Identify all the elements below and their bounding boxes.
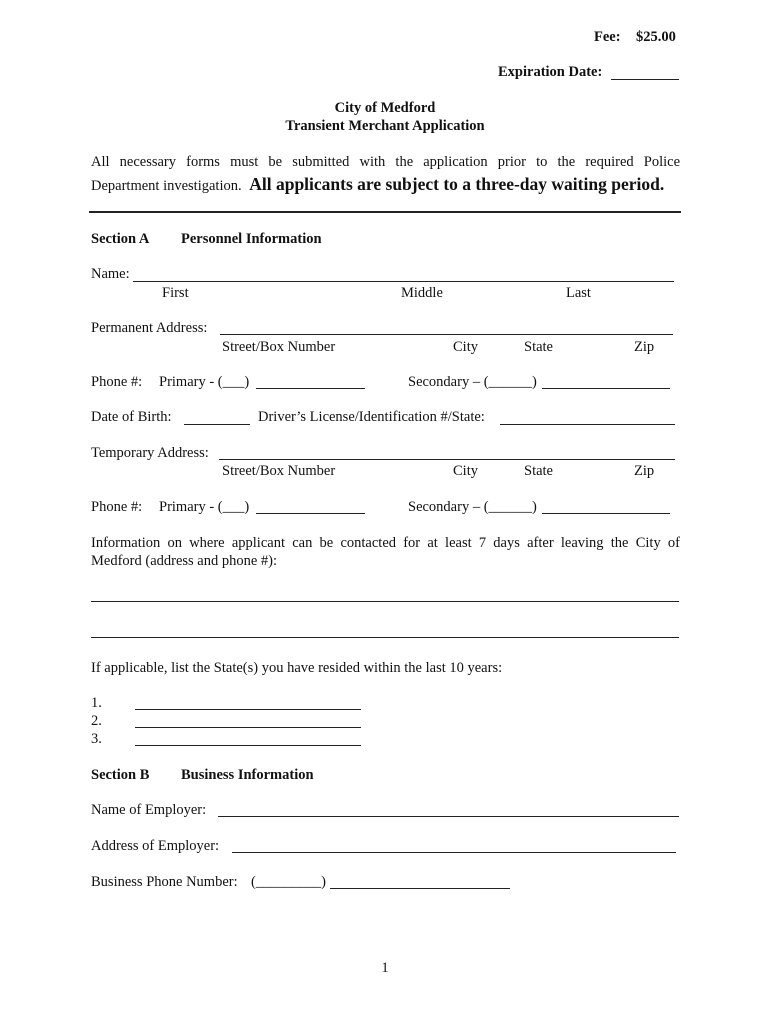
form-title: Transient Merchant Application (285, 118, 485, 134)
secondary-phone-field[interactable] (542, 388, 670, 389)
permanent-street-caption: Street/Box Number (222, 339, 336, 355)
intro-normal-text: Department investigation. (91, 178, 242, 194)
contact-info-field-1[interactable] (91, 601, 679, 602)
primary-phone-field[interactable] (256, 388, 365, 389)
fee-value: $25.00 (636, 29, 676, 45)
employer-name-label: Name of Employer: (91, 802, 207, 818)
temporary-state-caption: State (524, 463, 553, 479)
employer-address-field[interactable] (232, 852, 676, 853)
temporary-secondary-phone-field[interactable] (542, 513, 670, 514)
contact-info-line-1: Information on where applicant can be contacted for at least 7 days after leaving the City of (91, 535, 680, 551)
license-field[interactable] (500, 424, 675, 425)
expiration-date-field[interactable] (611, 79, 679, 80)
name-first-caption: First (162, 285, 189, 301)
states-prompt: If applicable, list the State(s) you have resided within the last 10 years: (91, 660, 503, 676)
temporary-city-caption: City (453, 463, 478, 479)
secondary-phone-label: Secondary – (______) (408, 374, 537, 390)
permanent-city-caption: City (453, 339, 478, 355)
temporary-primary-phone-field[interactable] (256, 513, 365, 514)
name-label: Name: (91, 266, 130, 282)
permanent-address-label: Permanent Address: (91, 320, 208, 336)
temporary-address-label: Temporary Address: (91, 445, 209, 461)
dob-field[interactable] (184, 424, 250, 425)
section-divider (89, 211, 681, 213)
temporary-zip-caption: Zip (634, 463, 655, 479)
intro-line-2 (91, 174, 664, 195)
temporary-primary-phone-label: Primary - (___) (159, 499, 250, 515)
city-title: City of Medford (334, 100, 436, 116)
temporary-street-caption: Street/Box Number (222, 463, 336, 479)
name-last-caption: Last (566, 285, 591, 301)
state-number-1: 1. (91, 695, 102, 711)
permanent-zip-caption: Zip (634, 339, 655, 355)
primary-phone-label: Primary - (___) (159, 374, 250, 390)
license-label: Driver’s License/Identification #/State: (258, 409, 485, 425)
section-b-title: Business Information (181, 767, 314, 783)
state-number-3: 3. (91, 731, 102, 747)
intro-emphasis-text: All applicants are subject to a three-day waiting period. (249, 174, 665, 194)
business-phone-field[interactable] (330, 888, 510, 889)
dob-label: Date of Birth: (91, 409, 172, 425)
name-field[interactable] (133, 281, 674, 282)
section-a-label: Section A (91, 231, 150, 247)
employer-address-label: Address of Employer: (91, 838, 220, 854)
section-a-title: Personnel Information (181, 231, 322, 247)
state-number-2: 2. (91, 713, 102, 729)
page-number: 1 (381, 960, 389, 976)
state-field-1[interactable] (135, 709, 361, 710)
name-middle-caption: Middle (401, 285, 443, 301)
permanent-address-field[interactable] (220, 334, 673, 335)
permanent-state-caption: State (524, 339, 553, 355)
temporary-secondary-phone-label: Secondary – (______) (408, 499, 537, 515)
temporary-address-field[interactable] (219, 459, 675, 460)
expiration-date-label: Expiration Date: (498, 64, 603, 80)
state-field-3[interactable] (135, 745, 361, 746)
phone-label: Phone #: (91, 374, 143, 390)
business-phone-area-code: (_________) (251, 874, 326, 890)
section-b-label: Section B (91, 767, 150, 783)
business-phone-label: Business Phone Number: (91, 874, 238, 890)
state-field-2[interactable] (135, 727, 361, 728)
contact-info-line-2: Medford (address and phone #): (91, 553, 278, 569)
contact-info-field-2[interactable] (91, 637, 679, 638)
intro-line-1: All necessary forms must be submitted with the application prior to the required Police (91, 154, 680, 170)
temporary-phone-label: Phone #: (91, 499, 143, 515)
fee-label: Fee: (594, 29, 621, 45)
employer-name-field[interactable] (218, 816, 679, 817)
